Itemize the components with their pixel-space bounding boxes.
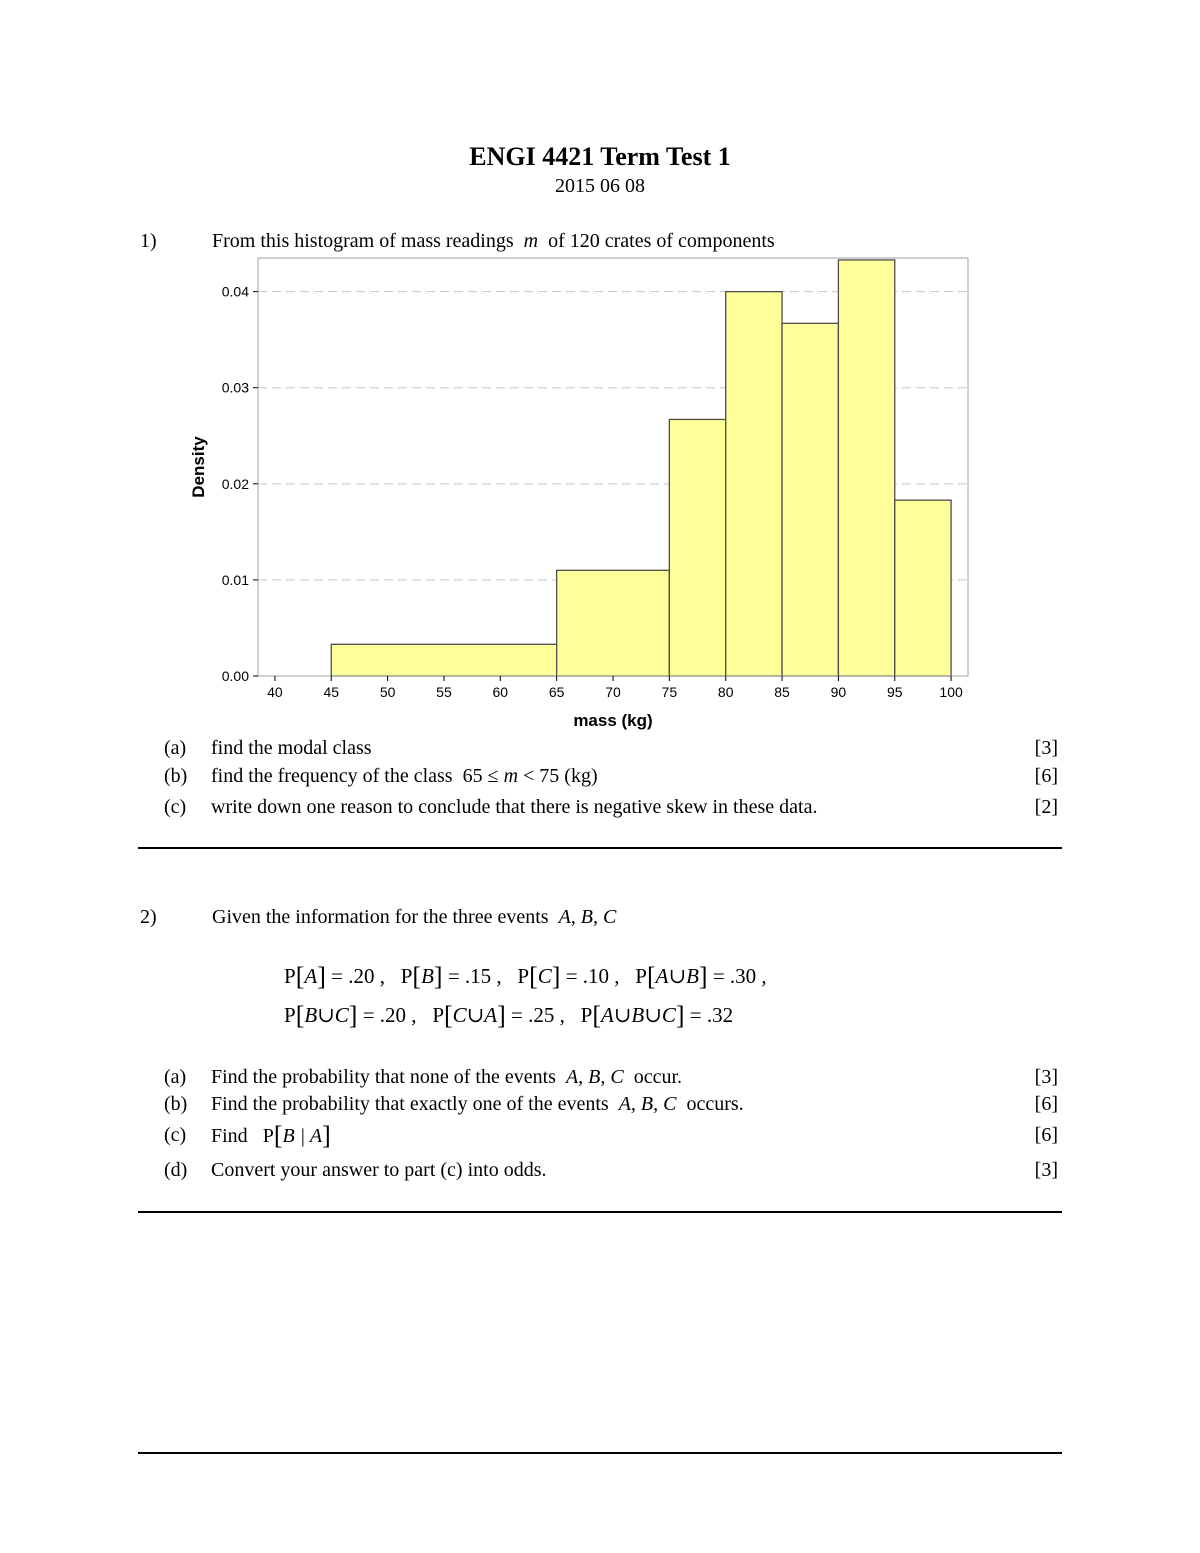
given-prob-b: P[B] = .15 , — [400, 962, 502, 991]
given-prob-a-union-b-union-c: P[A∪B∪C] = .32 — [580, 1001, 734, 1030]
x-axis-label: mass (kg) — [573, 711, 653, 730]
question-2-intro-text: Given the information for the three events — [212, 906, 549, 928]
section-divider — [138, 1452, 1062, 1454]
q1-part-a-text: find the modal class — [211, 737, 372, 759]
question-1-intro-variable: m — [523, 230, 539, 252]
histogram-bar-95-100 — [895, 500, 951, 676]
y-tick-label-1: 0.01 — [221, 571, 249, 588]
q1-part-b-variable: m — [503, 765, 519, 787]
test-date: 2015 06 08 — [555, 175, 645, 197]
question-1-intro-text-b: of 120 crates of components — [548, 230, 775, 252]
question-1-intro-text-a: From this histogram of mass readings — [212, 230, 514, 252]
y-axis-label: Density — [189, 436, 208, 498]
q1-part-c-label: (c) — [164, 796, 187, 818]
q1-part-b-text-a: find the frequency of the class — [211, 765, 453, 787]
q2-part-b-text: Find the probability that exactly one of the events A, B, C occurs. — [211, 1093, 744, 1115]
q2-part-b-marks: [6] — [1034, 1093, 1058, 1115]
y-axis-ticks — [222, 284, 258, 684]
y-tick-label-0: 0.00 — [221, 668, 249, 684]
q2-part-a-text: Find the probability that none of the events A, B, C occur. — [211, 1066, 683, 1088]
histogram-bar-80-85 — [726, 292, 782, 676]
given-prob-a-union-b: P[A∪B] = .30 , — [635, 962, 767, 991]
q2-part-b-label: (b) — [164, 1093, 188, 1115]
q1-part-b-text — [211, 765, 598, 788]
q2-part-d-marks: [3] — [1034, 1159, 1058, 1181]
histogram-bar-75-80 — [669, 419, 725, 676]
mass-histogram — [180, 250, 980, 735]
q2-part-a-marks: [3] — [1034, 1066, 1058, 1088]
q1-part-a-label: (a) — [164, 737, 187, 759]
q1-part-b-label: (b) — [164, 765, 188, 787]
x-tick-label-4: 60 — [492, 684, 509, 700]
q1-part-a-marks: [3] — [1034, 737, 1058, 759]
given-probabilities-line-1 — [284, 962, 767, 992]
given-prob-b-union-c: P[B∪C] = .20 , — [284, 1001, 417, 1030]
question-2-intro — [212, 906, 616, 929]
given-probabilities-line-2 — [284, 1001, 733, 1031]
x-tick-label-6: 70 — [605, 684, 621, 700]
q2-part-d-text: Convert your answer to part (c) into odds. — [211, 1159, 547, 1181]
given-prob-a: P[A] = .20 , — [284, 962, 385, 991]
histogram-bar-85-90 — [782, 323, 838, 676]
q2-part-d-label: (d) — [164, 1159, 188, 1181]
chart-bars — [331, 260, 951, 676]
question-1-number: 1) — [140, 230, 157, 252]
given-prob-c-union-a: P[C∪A] = .25 , — [432, 1001, 565, 1030]
x-tick-label-12: 100 — [939, 684, 963, 700]
section-divider — [138, 1211, 1062, 1213]
q2-part-c-text: Find P[B | A] — [211, 1121, 331, 1150]
y-tick-label-2: 0.02 — [221, 475, 249, 492]
q1-part-b-inequality-lower: 65 ≤ — [462, 765, 499, 787]
x-tick-label-2: 50 — [379, 684, 396, 700]
q2-part-a-label: (a) — [164, 1066, 187, 1088]
x-tick-label-8: 80 — [717, 684, 734, 700]
x-tick-label-0: 40 — [267, 684, 283, 700]
x-tick-label-9: 85 — [774, 684, 790, 700]
q2-part-c-label: (c) — [164, 1124, 187, 1146]
y-tick-label-3: 0.03 — [221, 379, 249, 396]
section-divider — [138, 847, 1062, 849]
x-tick-label-11: 95 — [886, 684, 903, 700]
x-tick-label-5: 65 — [548, 684, 565, 700]
histogram-bar-45-65 — [331, 644, 556, 676]
y-tick-label-4: 0.04 — [221, 283, 249, 300]
x-axis-ticks — [267, 676, 963, 700]
q1-part-b-marks: [6] — [1034, 765, 1058, 787]
given-prob-c: P[C] = .10 , — [517, 962, 620, 991]
q1-part-b-inequality-upper: < 75 (kg) — [523, 765, 598, 787]
x-tick-label-3: 55 — [436, 684, 452, 700]
histogram-bar-90-95 — [838, 260, 894, 676]
x-tick-label-10: 90 — [830, 684, 847, 700]
question-2-intro-events: A, B, C — [558, 906, 617, 928]
question-2-number: 2) — [140, 906, 157, 928]
q1-part-c-text: write down one reason to conclude that there is negative skew in these data. — [211, 796, 818, 818]
q2-part-c-marks: [6] — [1034, 1124, 1058, 1146]
histogram-bar-65-75 — [557, 570, 670, 676]
page-title: ENGI 4421 Term Test 1 — [469, 142, 731, 171]
q1-part-c-marks: [2] — [1034, 796, 1058, 818]
x-tick-label-7: 75 — [661, 684, 678, 700]
x-tick-label-1: 45 — [323, 684, 340, 700]
